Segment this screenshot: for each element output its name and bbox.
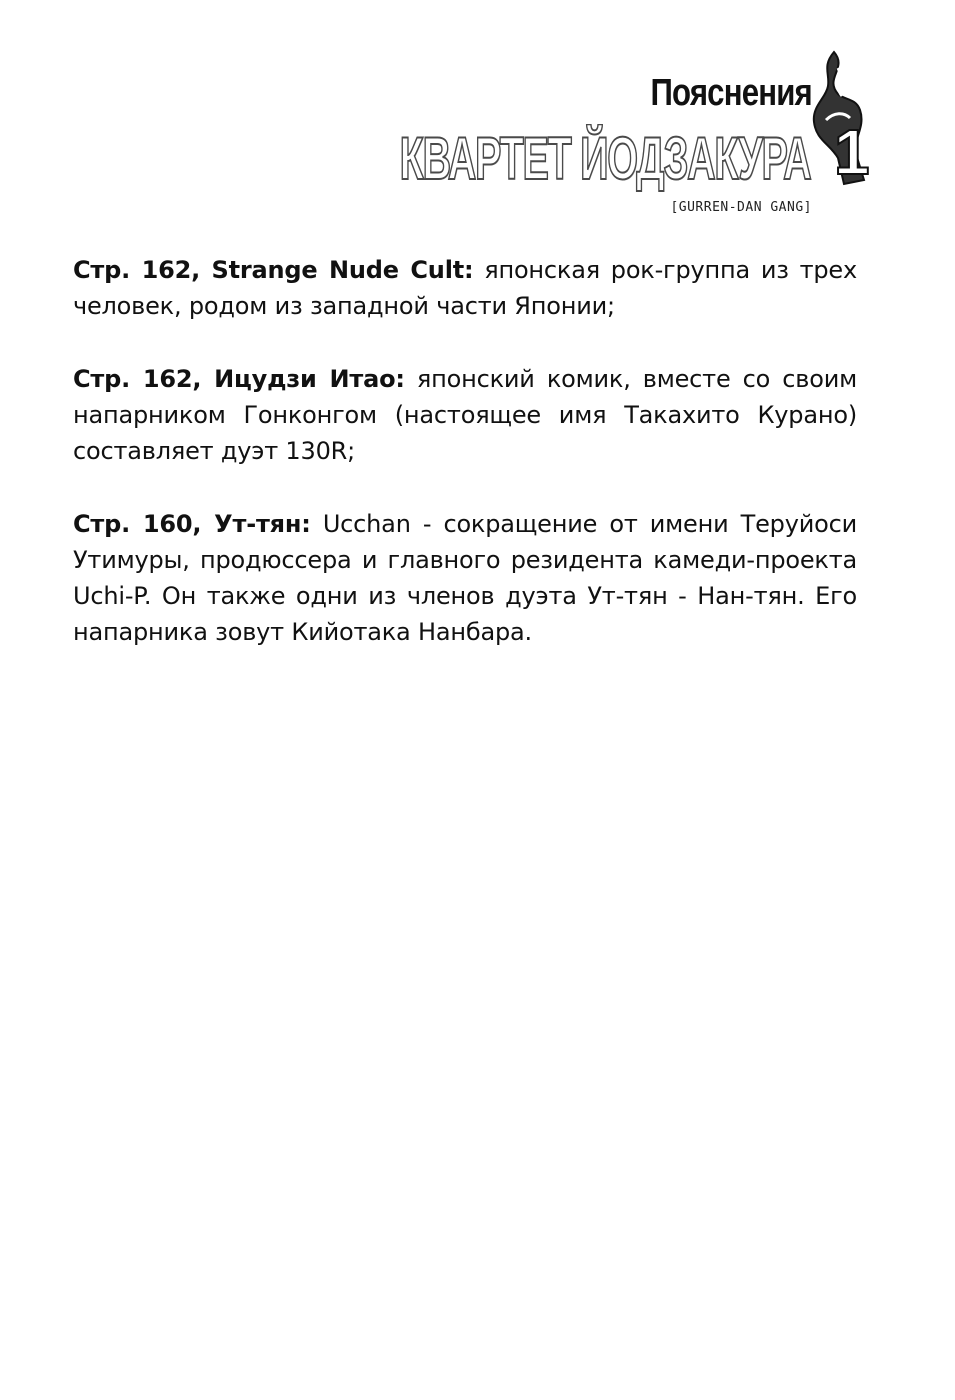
note-item	[73, 361, 857, 469]
note-reference: Стр. 162, Ицудзи Итао:	[73, 365, 405, 393]
page-header	[399, 48, 910, 233]
note-item	[73, 506, 857, 650]
volume-number-flame-icon	[804, 48, 874, 188]
note-reference: Стр. 162, Strange Nude Cult:	[73, 256, 474, 284]
note-text: Ucchan - сокращение от имени Теруйоси Утимуры, продюссера и главного резидента камеди-проекта Uchi-P. Он также одни из членов дуэта Ут-тян - Нан-тян. Его напарника зовут Кийотака Нанбара.	[73, 510, 857, 646]
page-subtitle: [GURREN-DAN GANG]	[670, 200, 812, 215]
notes-list	[73, 252, 857, 687]
page-title: Пояснения	[650, 72, 812, 114]
note-text: японская рок-группа из трех человек, родом из западной части Японии;	[73, 256, 857, 320]
note-item	[73, 252, 857, 324]
svg-text:1: 1	[834, 116, 870, 188]
series-logo: КВАРТЕТ ЙОДЗАКУРА	[399, 125, 810, 192]
note-reference: Стр. 160, Ут-тян:	[73, 510, 311, 538]
note-text: японский комик, вместе со своим напарником Гонконгом (настоящее имя Такахито Курано) составляет дуэт 130R;	[73, 365, 857, 465]
